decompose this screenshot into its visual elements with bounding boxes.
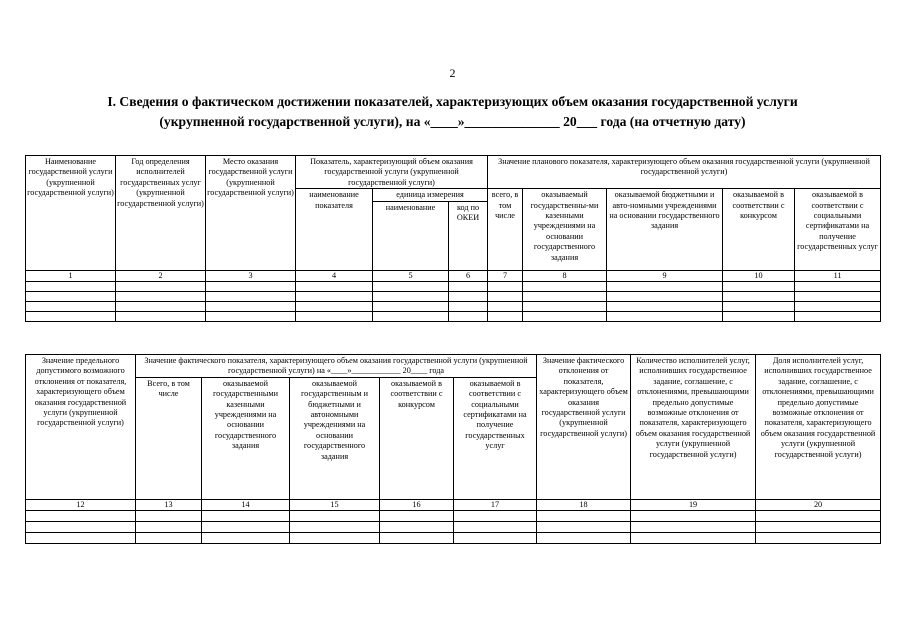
table-cell[interactable] (607, 301, 723, 311)
table-cell[interactable] (296, 291, 373, 301)
page-number: 2 (449, 66, 456, 80)
table-cell[interactable] (373, 281, 449, 291)
column-number: 9 (607, 270, 723, 281)
column-number: 14 (202, 499, 290, 510)
column-number: 4 (296, 270, 373, 281)
table-cell[interactable] (454, 521, 537, 532)
table-row (26, 311, 881, 321)
header-actual-deviation: Значение фактического отклонения от показателя, характеризующего объем оказания государственной услуги (укрупненной государственной услуги) (537, 355, 631, 500)
table-cell[interactable] (795, 291, 881, 301)
table-cell[interactable] (202, 510, 290, 521)
table-cell[interactable] (206, 291, 296, 301)
table-cell[interactable] (202, 532, 290, 543)
column-number: 1 (26, 270, 116, 281)
column-number: 2 (116, 270, 206, 281)
header-executors-count: Количество исполнителей услуг, исполнивших государственное задание, соглашение, с отклонениями, превышающими предельно допустимые возможные отклонения от показателя, характеризующего объем оказания государственной услуги (укрупненной государственной услуги) (631, 355, 756, 500)
header-certificates: оказываемой в соответствии с социальными сертификатами на получение государственных услуг (454, 377, 537, 499)
table-cell[interactable] (26, 532, 136, 543)
table-cell[interactable] (523, 281, 607, 291)
column-number: 3 (206, 270, 296, 281)
header-budget-institutions: оказываемой государственным и бюджетными и автономными учреждениями на основании государственного задания (290, 377, 380, 499)
table-cell[interactable] (607, 311, 723, 321)
table-row (26, 301, 881, 311)
table-cell[interactable] (537, 510, 631, 521)
planned-volume-table (25, 155, 881, 322)
table-cell[interactable] (723, 291, 795, 301)
table-cell[interactable] (795, 301, 881, 311)
column-number: 18 (537, 499, 631, 510)
table-cell[interactable] (373, 311, 449, 321)
header-year: Год определения исполнителей государственных услуг (укрупненной государственной услуги) (116, 156, 206, 271)
column-number: 13 (136, 499, 202, 510)
table-cell[interactable] (523, 291, 607, 301)
table-cell[interactable] (26, 521, 136, 532)
header-service-name: Наименование государственной услуги (укрупненной государственной услуги) (26, 156, 116, 271)
table-cell[interactable] (116, 281, 206, 291)
header-okei: код по ОКЕИ (449, 201, 488, 270)
table-cell[interactable] (116, 311, 206, 321)
table-cell[interactable] (26, 510, 136, 521)
table-cell[interactable] (537, 521, 631, 532)
column-number: 16 (380, 499, 454, 510)
header-actual-value: Значение фактического показателя, характеризующего объем оказания государственной услуги (укрупненной государственной услуги) на «____»____________ 20____ года (136, 355, 537, 378)
column-number: 7 (488, 270, 523, 281)
header-budget-institutions: оказываемой бюджетными и авто-номными учреждениями на основании государственного задания (607, 189, 723, 270)
table-row (26, 291, 881, 301)
column-number: 11 (795, 270, 881, 281)
header-indicator-name: наименование показателя (296, 189, 373, 270)
table-cell[interactable] (631, 521, 756, 532)
table-cell[interactable] (373, 301, 449, 311)
header-certificates: оказываемой в соответствии с социальными сертификатами на получение государственных услуг (795, 189, 881, 270)
header-total: Всего, в том числе (136, 377, 202, 499)
table-cell[interactable] (723, 311, 795, 321)
header-state-institutions: оказываемый государственны-ми казенными учреждениями на основании государственного задания (523, 189, 607, 270)
section-title (30, 92, 875, 132)
column-number: 19 (631, 499, 756, 510)
table-cell[interactable] (136, 521, 202, 532)
column-number: 6 (449, 270, 488, 281)
table-row (26, 510, 881, 521)
header-place: Место оказания государственной услуги (укрупненной государственной услуги) (206, 156, 296, 271)
table-cell[interactable] (380, 510, 454, 521)
table-cell[interactable] (631, 510, 756, 521)
table-cell[interactable] (26, 301, 116, 311)
table-cell[interactable] (26, 291, 116, 301)
table-cell[interactable] (26, 311, 116, 321)
table-cell[interactable] (537, 532, 631, 543)
table-cell[interactable] (449, 301, 488, 311)
table-cell[interactable] (449, 311, 488, 321)
table-row (26, 281, 881, 291)
table-cell[interactable] (136, 510, 202, 521)
actual-volume-table (25, 354, 881, 544)
table-cell[interactable] (756, 532, 881, 543)
table-cell[interactable] (116, 301, 206, 311)
table-row (26, 532, 881, 543)
table-cell[interactable] (454, 510, 537, 521)
table-cell[interactable] (756, 510, 881, 521)
header-indicator: Показатель, характеризующий объем оказания государственной услуги (укрупненной государственной услуги) (296, 156, 488, 189)
table-cell[interactable] (26, 281, 116, 291)
table-cell[interactable] (296, 281, 373, 291)
table-row (26, 521, 881, 532)
table-cell[interactable] (290, 521, 380, 532)
header-state-institutions: оказываемой государственными казенными учреждениями на основании государственного задания (202, 377, 290, 499)
table-cell[interactable] (380, 521, 454, 532)
table-cell[interactable] (136, 532, 202, 543)
title-line-2: (укрупненной государственной услуги), на «____»______________ 20___ года (на отчетную дату) (159, 114, 746, 129)
title-line-1: I. Сведения о фактическом достижении показателей, характеризующих объем оказания государственной услуги (107, 94, 798, 109)
column-number: 12 (26, 499, 136, 510)
table-cell[interactable] (206, 281, 296, 291)
table-cell[interactable] (523, 301, 607, 311)
table-cell[interactable] (206, 301, 296, 311)
column-number: 17 (454, 499, 537, 510)
header-competition: оказываемой в соответствии с конкурсом (723, 189, 795, 270)
table-cell[interactable] (488, 311, 523, 321)
header-planned-value: Значение планового показателя, характеризующего объем оказания государственной услуги (укрупненной государственной услуги) (488, 156, 881, 189)
table-cell[interactable] (202, 521, 290, 532)
table-cell[interactable] (523, 311, 607, 321)
table-cell[interactable] (488, 281, 523, 291)
table-cell[interactable] (723, 301, 795, 311)
table-cell[interactable] (607, 291, 723, 301)
table-cell[interactable] (290, 510, 380, 521)
table-cell[interactable] (488, 301, 523, 311)
table-cell[interactable] (373, 291, 449, 301)
header-competition: оказываемой в соответствии с конкурсом (380, 377, 454, 499)
table-cell[interactable] (756, 521, 881, 532)
header-unit: единица измерения (373, 189, 488, 201)
column-number: 8 (523, 270, 607, 281)
header-unit-name: наименование (373, 201, 449, 270)
table-cell[interactable] (795, 311, 881, 321)
column-number: 20 (756, 499, 881, 510)
header-executors-share: Доля исполнителей услуг, исполнивших государственное задание, соглашение, с отклонениями, превышающими предельно допустимые возможные отклонения от показателя, характеризующего объем оказания государственной услуги (укрупненной государственной услуги) (756, 355, 881, 500)
table-cell[interactable] (631, 532, 756, 543)
table-cell[interactable] (296, 311, 373, 321)
table-cell[interactable] (449, 281, 488, 291)
table-cell[interactable] (116, 291, 206, 301)
header-total: всего, в том числе (488, 189, 523, 270)
table-cell[interactable] (380, 532, 454, 543)
table-cell[interactable] (290, 532, 380, 543)
table-cell[interactable] (206, 311, 296, 321)
table-cell[interactable] (795, 281, 881, 291)
table-cell[interactable] (296, 301, 373, 311)
column-number: 5 (373, 270, 449, 281)
table-cell[interactable] (723, 281, 795, 291)
table-cell[interactable] (454, 532, 537, 543)
column-number: 10 (723, 270, 795, 281)
table-cell[interactable] (607, 281, 723, 291)
table-cell[interactable] (488, 291, 523, 301)
table-cell[interactable] (449, 291, 488, 301)
header-deviation-allowed: Значение предельного допустимого возможного отклонения от показателя, характеризующего объем оказания государственной услуги (укрупненной государственной услуги) (26, 355, 136, 500)
column-number: 15 (290, 499, 380, 510)
